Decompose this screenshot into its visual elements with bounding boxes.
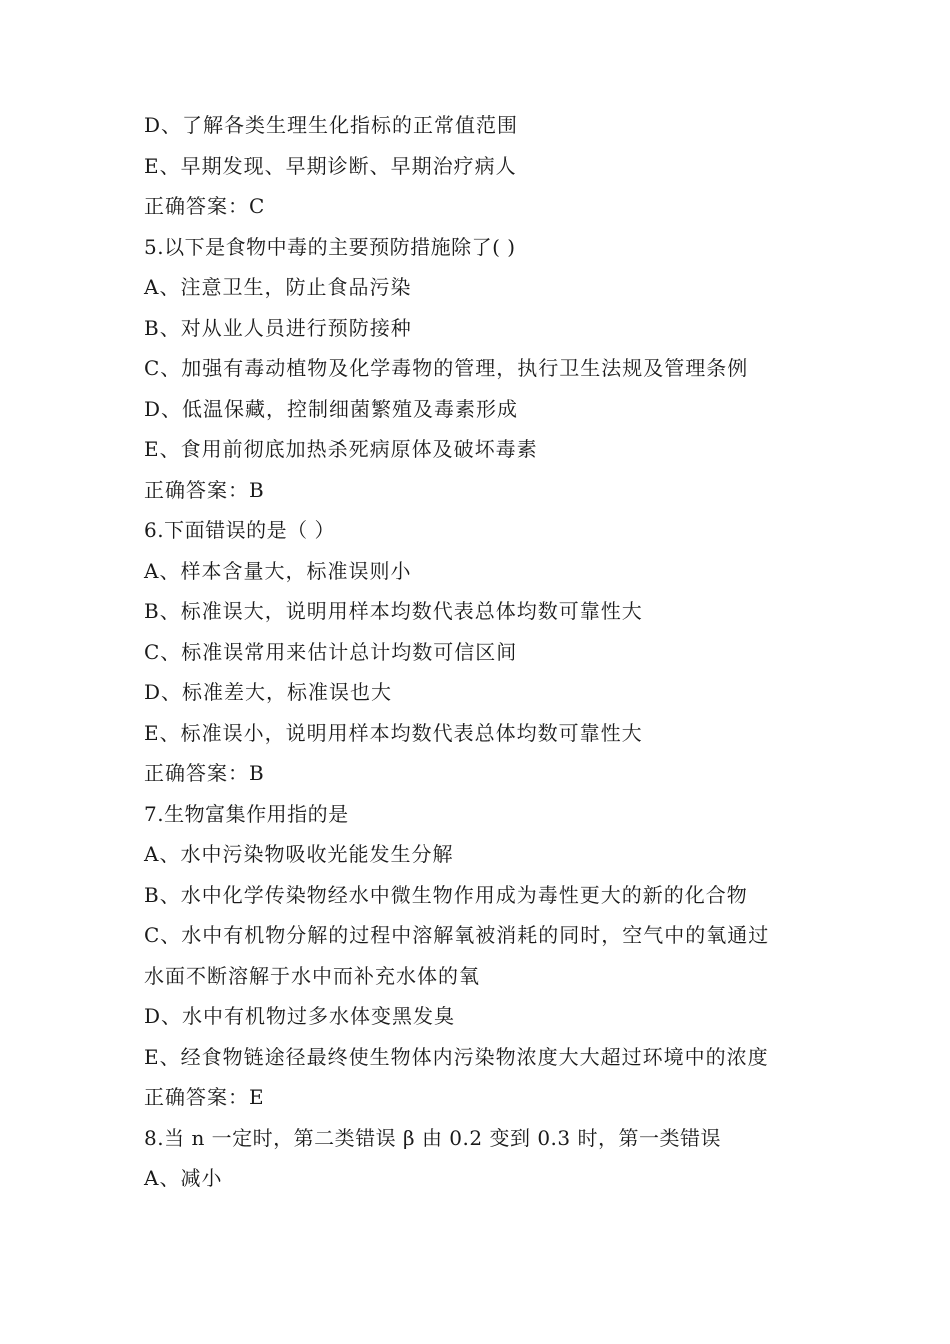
option-line: C、标准误常用来估计总计均数可信区间 (144, 639, 518, 664)
answer-line: 正确答案：B (144, 477, 265, 502)
option-continuation-line: 水面不断溶解于水中而补充水体的氧 (144, 963, 480, 988)
option-line: E、食用前彻底加热杀死病原体及破坏毒素 (144, 437, 538, 461)
option-line: A、水中污染物吸收光能发生分解 (144, 842, 454, 866)
option-line: C、水中有机物分解的过程中溶解氧被消耗的同时，空气中的氧通过 (144, 923, 770, 947)
option-line: D、低温保藏，控制细菌繁殖及毒素形成 (144, 396, 519, 421)
option-line: B、标准误大，说明用样本均数代表总体均数可靠性大 (144, 599, 643, 623)
option-line: C、加强有毒动植物及化学毒物的管理，执行卫生法规及管理条例 (144, 356, 749, 380)
option-line: B、水中化学传染物经水中微生物作用成为毒性更大的新的化合物 (144, 882, 748, 907)
option-line: E、早期发现、早期诊断、早期治疗病人 (144, 153, 517, 178)
option-line: D、了解各类生理生化指标的正常值范围 (144, 113, 519, 137)
answer-line: 正确答案：C (144, 194, 266, 218)
option-line: E、标准误小，说明用样本均数代表总体均数可靠性大 (144, 720, 643, 745)
question-line: 7.生物富集作用指的是 (144, 801, 349, 826)
answer-line: 正确答案：B (144, 761, 265, 785)
option-line: E、经食物链途径最终使生物体内污染物浓度大大超过环境中的浓度 (144, 1044, 769, 1069)
option-line: A、样本含量大，标准误则小 (144, 558, 412, 583)
document-page (144, 105, 844, 1199)
option-line: A、注意卫生，防止食品污染 (144, 275, 412, 299)
question-line: 5.以下是食物中毒的主要预防措施除了( ) (144, 234, 516, 259)
option-line: D、水中有机物过多水体变黑发臭 (144, 1004, 456, 1028)
answer-line: 正确答案：E (144, 1085, 265, 1109)
question-line: 6.下面错误的是（ ） (144, 518, 335, 542)
option-line: B、对从业人员进行预防接种 (144, 315, 412, 340)
question-line: 8.当 n 一定时，第二类错误 β 由 0.2 变到 0.3 时，第一类错误 (144, 1125, 721, 1150)
option-line: A、减小 (144, 1166, 223, 1190)
option-line: D、标准差大，标准误也大 (144, 680, 393, 704)
